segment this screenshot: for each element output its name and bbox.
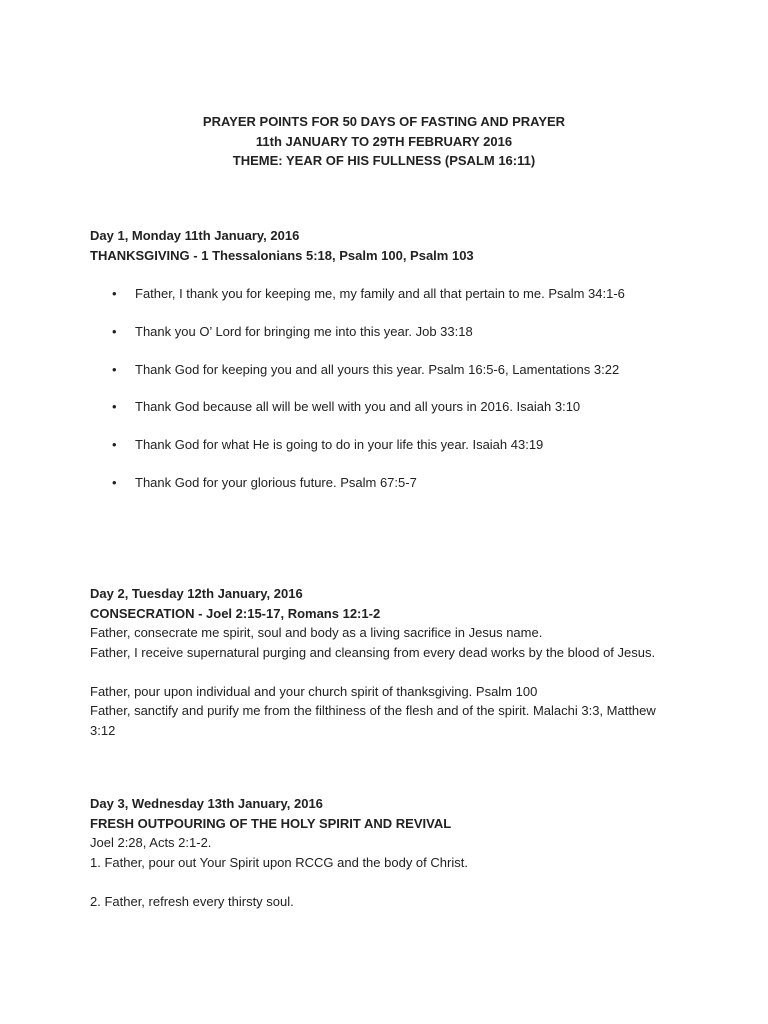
day-2-line: Father, I receive supernatural purging and cleansing from every dead works by the blood of Jesus. bbox=[90, 644, 656, 660]
document-title-block bbox=[0, 112, 768, 171]
day-2-section bbox=[90, 584, 680, 740]
day-3-theme: FRESH OUTPOURING OF THE HOLY SPIRIT AND REVIVAL bbox=[90, 815, 452, 831]
bullet-icon: • bbox=[112, 361, 117, 377]
list-item-text: Father, I thank you for keeping me, my family and all that pertain to me. Psalm 34:1-6 bbox=[135, 286, 625, 301]
blank-line bbox=[90, 872, 680, 892]
day-1-date: Day 1, Monday 11th January, 2016 bbox=[90, 228, 300, 243]
blank-line bbox=[90, 662, 680, 682]
bullet-icon: • bbox=[112, 286, 117, 301]
day-1-section bbox=[90, 226, 680, 265]
day-2-date: Day 2, Tuesday 12th January, 2016 bbox=[90, 586, 303, 601]
list-item-text: Thank you O’ Lord for bringing me into this year. Job 33:18 bbox=[135, 323, 473, 339]
list-item-text: Thank God because all will be well with you and all yours in 2016. Isaiah 3:10 bbox=[135, 399, 581, 415]
day-3-reference: Joel 2:28, Acts 2:1-2. bbox=[90, 835, 212, 850]
theme-line: THEME: YEAR OF HIS FULLNESS (PSALM 16:11) bbox=[232, 153, 536, 168]
list-item bbox=[90, 284, 680, 322]
day-3-line: 2. Father, refresh every thirsty soul. bbox=[90, 893, 294, 909]
list-item bbox=[90, 473, 680, 511]
day-2-line: Father, consecrate me spirit, soul and body as a living sacrifice in Jesus name. bbox=[90, 625, 543, 640]
list-item-text: Thank God for your glorious future. Psalm 67:5-7 bbox=[135, 474, 417, 490]
list-item-text: Thank God for keeping you and all yours this year. Psalm 16:5-6, Lamentations 3:22 bbox=[135, 361, 620, 377]
day-2-line: Father, pour upon individual and your church spirit of thanksgiving. Psalm 100 bbox=[90, 683, 538, 699]
day-2-line: Father, sanctify and purify me from the filthiness of the flesh and of the spirit. Malachi 3:3, Matthew 3:12 bbox=[90, 703, 656, 738]
list-item bbox=[90, 322, 680, 360]
day-3-section bbox=[90, 794, 680, 911]
day-1-theme: THANKSGIVING - 1 Thessalonians 5:18, Psalm 100, Psalm 103 bbox=[90, 247, 474, 263]
day-3-line: 1. Father, pour out Your Spirit upon RCCG and the body of Christ. bbox=[90, 854, 468, 870]
date-range-line: 11th JANUARY TO 29TH FEBRUARY 2016 bbox=[255, 133, 513, 149]
bullet-icon: • bbox=[112, 399, 117, 415]
list-item bbox=[90, 435, 680, 473]
bullet-icon: • bbox=[112, 437, 117, 453]
day-2-theme: CONSECRATION - Joel 2:15-17, Romans 12:1-2 bbox=[90, 605, 381, 621]
day-1-prayer-list bbox=[90, 284, 680, 511]
list-item-text: Thank God for what He is going to do in your life this year. Isaiah 43:19 bbox=[135, 437, 544, 453]
bullet-icon: • bbox=[112, 323, 117, 339]
list-item bbox=[90, 397, 680, 435]
bullet-icon: • bbox=[112, 474, 117, 490]
list-item bbox=[90, 360, 680, 398]
day-3-date: Day 3, Wednesday 13th January, 2016 bbox=[90, 796, 323, 811]
title-line: PRAYER POINTS FOR 50 DAYS OF FASTING AND PRAYER bbox=[202, 114, 566, 129]
